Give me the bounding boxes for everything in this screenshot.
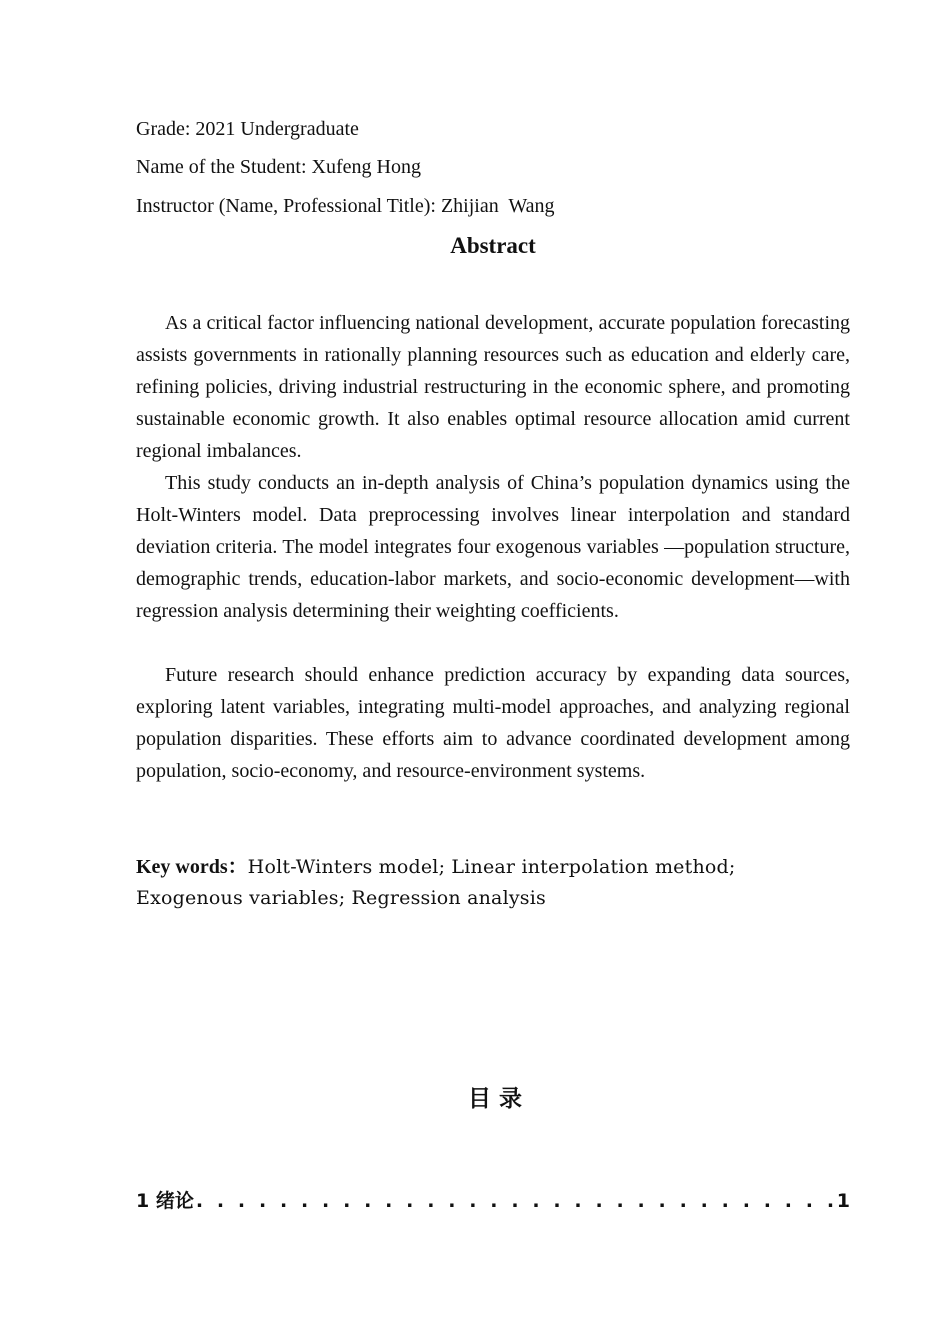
abstract-heading: Abstract	[450, 233, 536, 258]
student-name-line: Name of the Student: Xufeng Hong	[136, 156, 421, 178]
keywords-label: Key words：	[136, 856, 248, 878]
instructor-line: Instructor (Name, Professional Title): Zhijian Wang	[136, 195, 555, 217]
toc-entry-label: 1 绪论	[136, 1190, 194, 1212]
grade-line: Grade: 2021 Undergraduate	[136, 118, 359, 140]
toc-entry[interactable]	[136, 1186, 850, 1212]
abstract-paragraph-2: This study conducts an in-depth analysis of China’s population dynamics using the Holt-Winters model. Data preprocessing involves linear interpolation and standard deviation criteria. The model integrates four exogenous variables —population structure, demographic trends, education-labor markets, and socio-economic development—with regression analysis determining their weighting coefficients.	[136, 472, 850, 622]
keywords-line-1: Holt-Winters model; Linear interpolation method;	[247, 856, 736, 878]
keywords-block	[136, 852, 850, 914]
toc-leader-dots	[196, 1190, 835, 1212]
abstract-paragraph-3: Future research should enhance prediction accuracy by expanding data sources, exploring latent variables, integrating multi-model approaches, and analyzing regional population disparities. These efforts aim to advance coordinated development among population, socio-economy, and resource-environment systems.	[136, 664, 850, 782]
toc-heading: 目 录	[467, 1086, 522, 1112]
keywords-line-2: Exogenous variables; Regression analysis	[136, 887, 546, 909]
abstract-paragraph-1: As a critical factor influencing national development, accurate population forecasting assists governments in rationally planning resources such as education and elderly care, refining policies, driving industrial restructuring in the economic sphere, and promoting sustainable economic growth. It also enables optimal resource allocation amid current regional imbalances.	[136, 312, 850, 462]
toc-entry-page-number: 1	[836, 1190, 850, 1212]
